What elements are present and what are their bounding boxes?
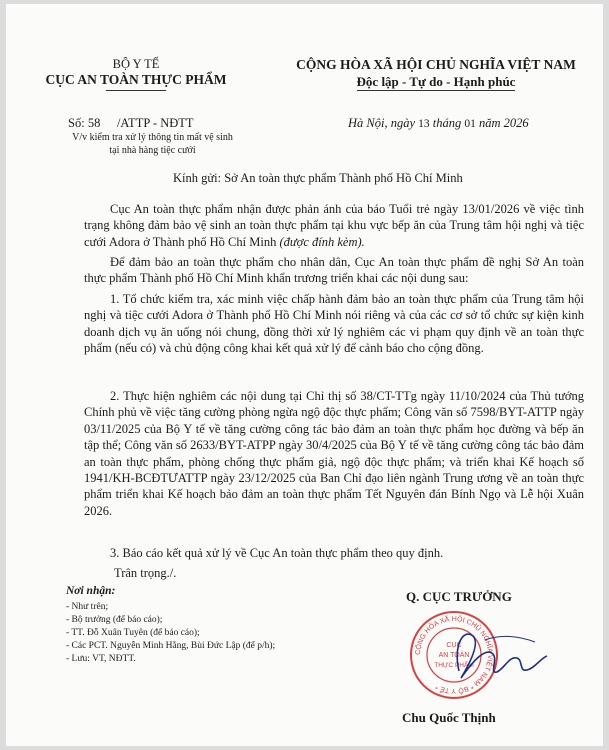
- item-2-text: 2. Thực hiện nghiêm các nội dung tại Chỉ thị số 38/CT-TTg ngày 11/10/2024 của Thủ tướng Chính phủ về việc tăng cường phòng ngừa ngộ độc thực phẩm; Công văn số 7598/BYT-ATTP ngày 03/11/2025 của Bộ Y tế về tăng cường công tác bảo đảm an toàn thực phẩm học đường và bếp ăn tập thể; Công văn số 2633/BYT-ATPP ngày 30/4/2025 của Bộ Y tế về tăng cường công tác bảo đảm an toàn thực phẩm, phòng chống thực phẩm giả, ngộ độc thực phẩm; và triển khai Kế hoạch số 1941/KH-BCĐTƯATTP ngày 23/12/2025 của Ban Chỉ đạo liên ngành Trung ương về an toàn thực phẩm triển khai Kế hoạch bảo đảm an toàn thực phẩm Tết Nguyên đán Bính Ngọ và Lễ hội Xuân 2026.: [84, 389, 584, 518]
- signature-stroke: [457, 634, 547, 678]
- motto-text: Độc lập - Tự do - Hạnh phúc: [356, 74, 516, 89]
- date-place: Hà Nội, ngày: [348, 116, 416, 130]
- agency-name: CỤC AN TOÀN THỰC PHẨM: [45, 72, 227, 87]
- handwritten-signature: [401, 616, 551, 696]
- item-2: [84, 388, 584, 519]
- paragraph-1-note: (được đính kèm).: [279, 234, 365, 249]
- date-year: năm 2026: [479, 116, 529, 130]
- republic-title: CỘNG HÒA XÃ HỘI CHỦ NGHĨA VIỆT NAM: [296, 57, 576, 72]
- item-1: [84, 291, 584, 357]
- recipient-item: - Bộ trưởng (để báo cáo);: [66, 615, 163, 625]
- ministry-name: BỘ Y TẾ: [112, 57, 160, 71]
- seal-ring-text: CỘNG HÒA XÃ HỘI CHỦ NGHĨA VIỆT NAM * BỘ Y TẾ *: [414, 615, 494, 695]
- document-number: [68, 116, 194, 131]
- number-suffix: /ATTP - NĐTT: [116, 116, 194, 130]
- signature-title: Q. CỤC TRƯỞNG: [406, 589, 512, 604]
- paragraph-1: [84, 201, 584, 250]
- paragraph-2: [84, 254, 584, 287]
- date-month-label: tháng: [432, 116, 462, 130]
- number-label: Số:: [68, 116, 85, 130]
- signer-name: Chu Quốc Thịnh: [402, 710, 496, 725]
- recipients-label: Nơi nhận:: [66, 585, 116, 597]
- recipients-list: [66, 601, 275, 666]
- item-3: [84, 545, 584, 561]
- date-line: [348, 116, 529, 131]
- date-month: 01: [464, 118, 476, 130]
- recipient-line: Kính gửi: Sở An toàn thực phẩm Thành phố Hồ Chí Minh: [173, 171, 463, 185]
- signature-flourish: [485, 636, 535, 642]
- seal-center-line-2: AN TOÀN: [438, 652, 470, 659]
- agency-underline: [106, 90, 166, 91]
- closing: Trân trọng./.: [114, 566, 177, 580]
- item-1-text: 1. Tổ chức kiểm tra, xác minh việc chấp hành đảm bảo an toàn thực phẩm của Trung tâm hội nghị và tiệc cưới Adora ở Thành phố Hồ Chí Minh nói riêng và của các cơ sở tổ chức sự kiện kinh doanh dịch vụ ăn uống nói chung, đồng thời xử lý nghiêm các vi phạm quy định về an toàn thực phẩm (nếu có) và chủ động công khai kết quả xử lý để cảnh báo cho cộng đồng.: [84, 292, 584, 356]
- recipient-item: - TT. Đỗ Xuân Tuyên (để báo cáo);: [66, 628, 200, 638]
- subject-line-1: V/v kiểm tra xử lý thông tin mất vệ sinh: [72, 132, 233, 143]
- document-page: [6, 4, 603, 746]
- motto: [286, 74, 586, 90]
- date-day: 13: [418, 118, 430, 130]
- seal-center-line-3: THỰC PHẨM: [434, 662, 474, 669]
- number-value: 58: [87, 116, 101, 130]
- paragraph-1-text: Cục An toàn thực phẩm nhận được phản ánh của báo Tuổi trẻ ngày 13/01/2026 về việc tình trạng không đảm bảo vệ sinh an toàn thực phẩm tại khu vực bếp ăn của Trung tâm hội nghị và tiệc cưới Adora ở Thành phố Hồ Chí Minh: [84, 202, 584, 249]
- recipient-item: - Các PCT. Nguyễn Minh Hằng, Bùi Đức Lập (để p/h);: [66, 641, 276, 651]
- paragraph-2-text: Để đảm bảo an toàn thực phẩm cho nhân dân, Cục An toàn thực phẩm đề nghị Sở An toàn thực phẩm Thành phố Hồ Chí Minh khẩn trương triển khai các nội dung sau:: [84, 255, 584, 286]
- seal-center-line-1: CỤC: [446, 642, 462, 649]
- subject-line-2: tại nhà hàng tiệc cưới: [109, 144, 196, 156]
- recipient-item: - Như trên;: [66, 602, 109, 612]
- subject-line: [60, 132, 245, 157]
- item-3-text: 3. Báo cáo kết quả xử lý về Cục An toàn thực phẩm theo quy định.: [110, 546, 444, 560]
- recipient-item: - Lưu: VT, NĐTT.: [66, 654, 136, 664]
